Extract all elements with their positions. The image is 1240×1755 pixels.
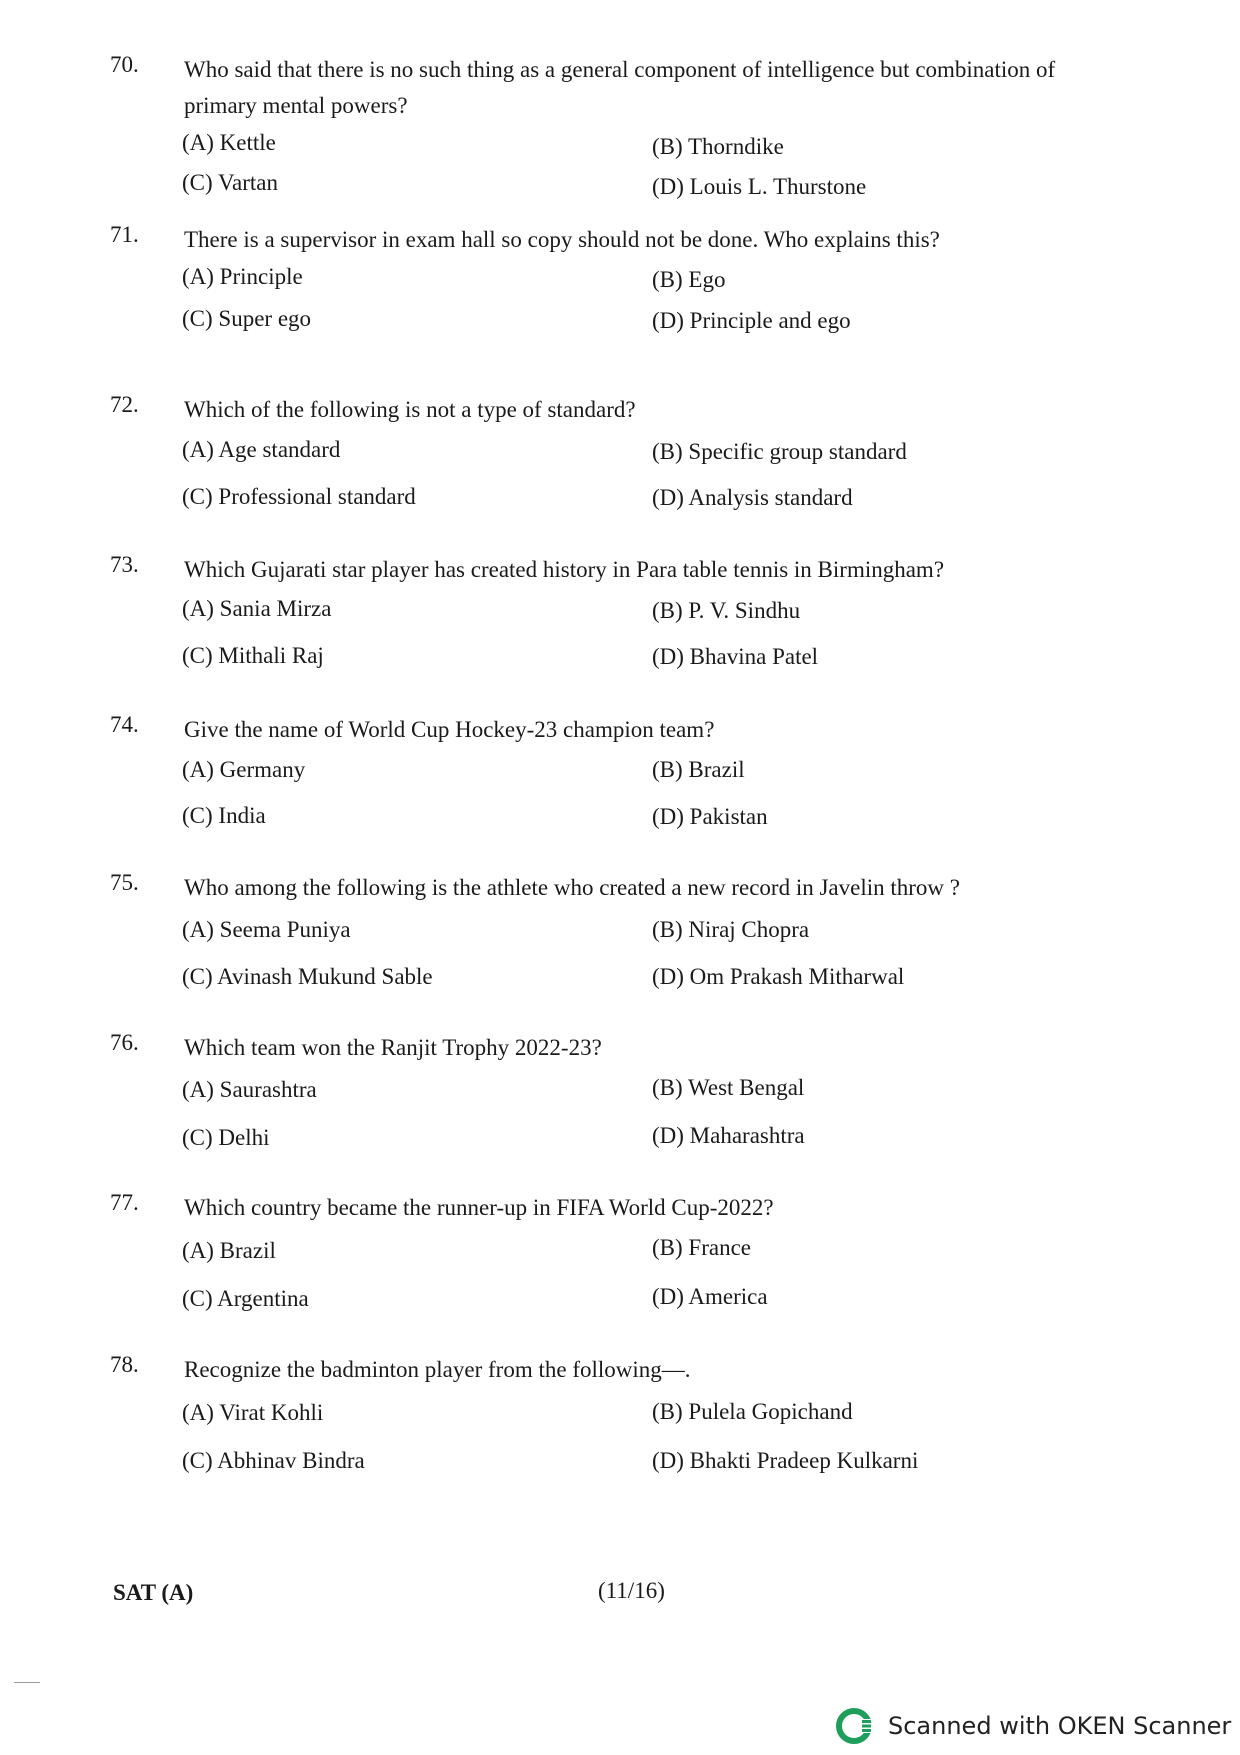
question-number: 72. bbox=[110, 392, 139, 417]
option-c: (C) Delhi bbox=[182, 1125, 270, 1150]
question-number: 78. bbox=[110, 1352, 139, 1377]
option-b: (B) France bbox=[652, 1235, 751, 1260]
question-text: Who among the following is the athlete who created a new record in Javelin throw ? bbox=[184, 875, 960, 900]
option-b: (B) Niraj Chopra bbox=[652, 917, 810, 942]
option-c: (C) India bbox=[182, 803, 266, 828]
question-text: Give the name of World Cup Hockey-23 champion team? bbox=[184, 717, 715, 742]
option-c: (C) Super ego bbox=[182, 306, 312, 331]
question-number: 70. bbox=[110, 52, 139, 77]
question-number: 74. bbox=[110, 712, 139, 737]
option-a: (A) Seema Puniya bbox=[182, 917, 351, 942]
question-number: 73. bbox=[110, 552, 139, 577]
option-b: (B) Specific group standard bbox=[652, 439, 907, 464]
page-number: (11/16) bbox=[598, 1578, 665, 1603]
option-b: (B) Thorndike bbox=[652, 134, 784, 159]
question-number: 75. bbox=[110, 870, 139, 895]
option-a: (A) Saurashtra bbox=[182, 1077, 317, 1102]
option-a: (A) Germany bbox=[182, 757, 306, 782]
option-c: (C) Abhinav Bindra bbox=[182, 1448, 365, 1473]
option-a: (A) Principle bbox=[182, 264, 303, 289]
option-a: (A) Age standard bbox=[182, 437, 341, 462]
question-text: There is a supervisor in exam hall so copy should not be done. Who explains this? bbox=[184, 227, 940, 252]
option-d: (D) Louis L. Thurstone bbox=[652, 174, 867, 199]
option-d: (D) Principle and ego bbox=[652, 308, 851, 333]
option-c: (C) Mithali Raj bbox=[182, 643, 324, 668]
question-number: 71. bbox=[110, 222, 139, 247]
option-d: (D) America bbox=[652, 1284, 768, 1309]
option-b: (B) West Bengal bbox=[652, 1075, 805, 1100]
option-d: (D) Bhakti Pradeep Kulkarni bbox=[652, 1448, 919, 1473]
option-c: (C) Professional standard bbox=[182, 484, 416, 509]
option-c: (C) Argentina bbox=[182, 1286, 309, 1311]
question-text: Who said that there is no such thing as a general component of intelligence but combination of primary mental powers? bbox=[184, 57, 1056, 118]
question-text: Which of the following is not a type of standard? bbox=[184, 397, 636, 422]
question-text: Recognize the badminton player from the following—. bbox=[184, 1357, 691, 1382]
option-c: (C) Vartan bbox=[182, 170, 279, 195]
option-a: (A) Virat Kohli bbox=[182, 1400, 324, 1425]
oken-scanner-logo-icon bbox=[836, 1706, 876, 1746]
option-a: (A) Brazil bbox=[182, 1238, 276, 1263]
option-b: (B) Ego bbox=[652, 267, 726, 292]
question-text: Which country became the runner-up in FIFA World Cup-2022? bbox=[184, 1195, 774, 1220]
option-d: (D) Maharashtra bbox=[652, 1123, 805, 1148]
question-text: Which Gujarati star player has created history in Para table tennis in Birmingham? bbox=[184, 557, 945, 582]
option-d: (D) Analysis standard bbox=[652, 485, 853, 510]
option-b: (B) P. V. Sindhu bbox=[652, 598, 801, 623]
option-a: (A) Sania Mirza bbox=[182, 596, 332, 621]
question-number: 76. bbox=[110, 1030, 139, 1055]
option-b: (B) Brazil bbox=[652, 757, 745, 782]
option-d: (D) Pakistan bbox=[652, 804, 768, 829]
margin-mark bbox=[14, 1682, 40, 1683]
question-number: 77. bbox=[110, 1190, 139, 1215]
exam-code: SAT (A) bbox=[113, 1580, 194, 1605]
option-c: (C) Avinash Mukund Sable bbox=[182, 964, 433, 989]
option-a: (A) Kettle bbox=[182, 130, 276, 155]
scanner-text: Scanned with OKEN Scanner bbox=[888, 1712, 1232, 1740]
question-text: Which team won the Ranjit Trophy 2022-23? bbox=[184, 1035, 602, 1060]
option-d: (D) Om Prakash Mitharwal bbox=[652, 964, 905, 989]
option-b: (B) Pulela Gopichand bbox=[652, 1399, 853, 1424]
scanner-watermark bbox=[836, 1706, 1231, 1746]
option-d: (D) Bhavina Patel bbox=[652, 644, 819, 669]
